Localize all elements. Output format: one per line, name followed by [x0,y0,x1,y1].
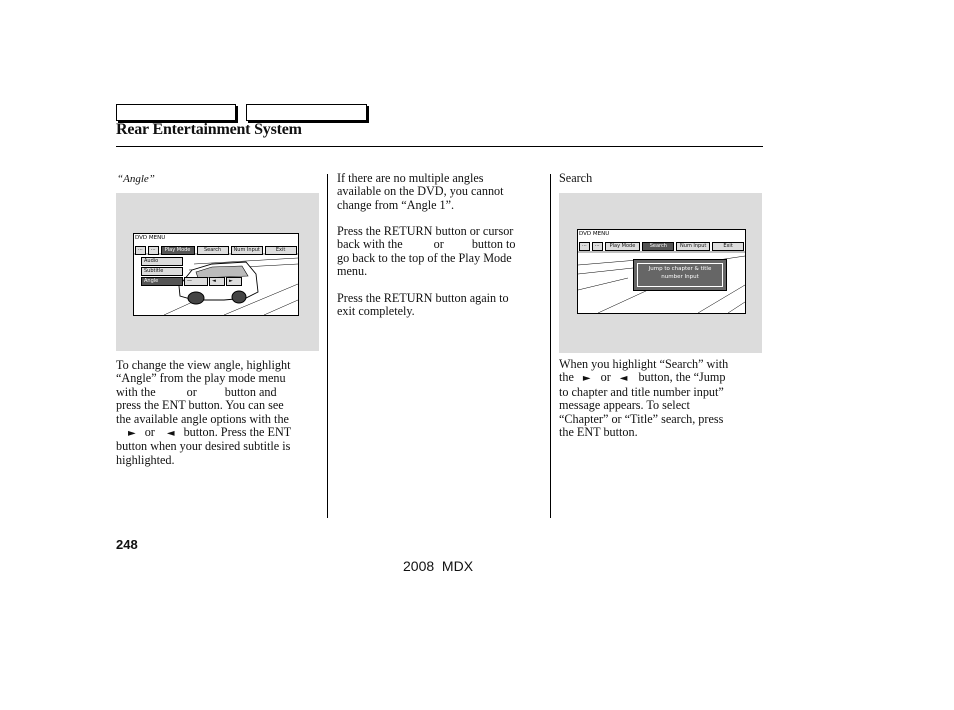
text-fragment: or [600,370,611,385]
text-line [337,238,542,251]
header-tab-left [116,104,236,121]
angle-instructions [116,359,321,467]
submenu-item-angle[interactable]: Angle [141,277,183,286]
right-arrow-icon: ► [582,373,591,385]
menu-item-num-input[interactable]: Num Input [676,242,710,251]
text-line [116,426,321,440]
angle-row [141,277,242,286]
no-angles-note [337,172,542,212]
text-line: Press the RETURN button again to [337,291,509,305]
text-line: menu. [337,264,368,279]
dvd-menu-bar [579,242,744,251]
left-arrow-icon: ◄ [166,428,175,440]
menu-item-dots-2[interactable]: ··· [592,242,603,251]
header-tab-right [246,104,367,121]
text-fragment: the [559,370,574,385]
text-line: available on the DVD, you cannot [337,184,504,199]
angle-value: — [184,277,208,286]
footer-model: 2008 MDX [403,558,474,574]
menu-item-dots-1[interactable]: ··· [135,246,146,255]
menu-item-search[interactable]: Search [197,246,229,255]
dialog-line: number Input [661,274,699,280]
text-line [559,371,764,385]
play-mode-submenu [141,257,242,286]
text-fragment: button and [224,384,277,399]
text-fragment: button to [471,237,516,252]
dialog-line: Jump to chapter & title [648,266,712,272]
text-line [116,386,321,399]
column-divider-1 [327,174,328,518]
search-dvd-screen [577,229,746,314]
column-divider-2 [550,174,551,518]
return-instructions [337,225,542,279]
text-line: press the ENT button. You can see [116,398,284,413]
menu-item-dots-1[interactable]: ··· [579,242,590,251]
angle-prev-icon[interactable]: ◄ [209,277,225,286]
right-arrow-icon: ► [128,428,136,440]
text-fragment: button. Press the ENT [183,425,292,440]
text-fragment: or [144,425,155,440]
left-arrow-icon: ◄ [619,373,628,385]
text-fragment: or [433,237,444,252]
text-line: message appears. To select [559,398,690,413]
text-line: the ENT button. [559,425,638,440]
text-line: to chapter and title number input” [559,384,724,399]
text-fragment: with the [116,384,156,399]
angle-dvd-screen [133,233,299,316]
dvd-menu-title: DVD MENU [135,235,166,241]
menu-item-play-mode[interactable]: Play Mode [161,246,195,255]
submenu-item-subtitle[interactable]: Subtitle [141,267,183,276]
text-line: go back to the top of the Play Mode [337,250,512,265]
menu-item-dots-2[interactable]: ··· [148,246,159,255]
text-line: exit completely. [337,304,415,319]
text-line: highlighted. [116,452,175,467]
title-divider [116,146,763,147]
dvd-menu-title: DVD MENU [579,231,610,237]
angle-next-icon[interactable]: ► [226,277,242,286]
text-line: change from “Angle 1”. [337,197,455,212]
menu-item-num-input[interactable]: Num Input [231,246,263,255]
text-fragment: or [186,384,197,399]
text-line: Press the RETURN button or cursor [337,224,514,238]
section-title: Rear Entertainment System [116,121,302,138]
text-fragment: back with the [337,237,403,252]
dvd-menu-bar [135,246,297,255]
text-line: “Angle” from the play mode menu [116,371,286,386]
jump-dialog-message [637,263,723,287]
jump-dialog [633,259,727,291]
text-fragment: button, the “Jump [638,370,726,385]
submenu-item-audio[interactable]: Audio [141,257,183,266]
text-line: To change the view angle, highlight [116,358,291,372]
menu-item-exit[interactable]: Exit [712,242,744,251]
page-number: 248 [116,537,138,552]
text-line: When you highlight “Search” with [559,357,729,371]
menu-item-play-mode[interactable]: Play Mode [605,242,641,251]
menu-item-exit[interactable]: Exit [265,246,297,255]
angle-caption: “Angle” [117,173,155,185]
search-instructions [559,358,764,439]
search-caption: Search [559,171,593,185]
text-line: button when your desired subtitle is [116,439,291,454]
text-line: “Chapter” or “Title” search, press [559,411,724,426]
text-line: the available angle options with the [116,411,289,426]
menu-item-search[interactable]: Search [642,242,674,251]
exit-instructions [337,292,542,319]
text-line: If there are no multiple angles [337,171,484,185]
